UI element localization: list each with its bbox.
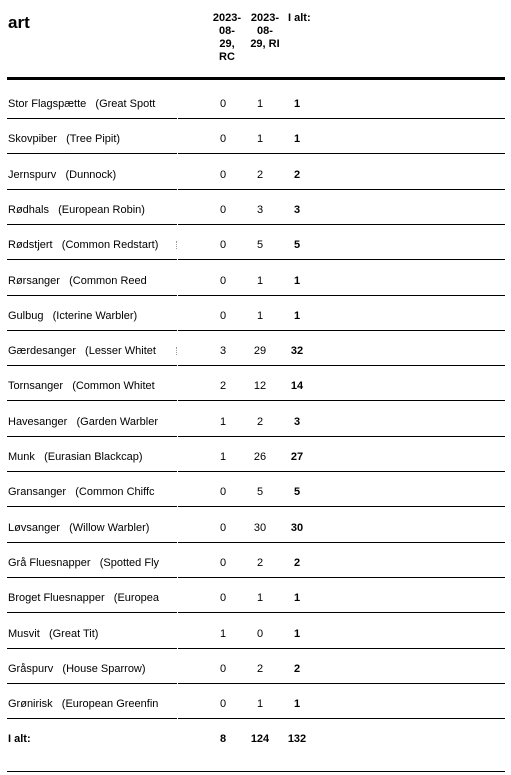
count-ri: 2 <box>256 415 264 428</box>
count-ri: 1 <box>256 698 264 711</box>
species-name: Skovpiber (Tree Pipit) <box>8 133 121 146</box>
species-name: Gråspurv (House Sparrow) <box>8 662 146 675</box>
table-row <box>0 578 511 613</box>
header-line: 29, RI <box>250 38 280 50</box>
totals-grand: 132 <box>287 733 307 745</box>
count-ri: 1 <box>256 274 264 287</box>
count-rc: 1 <box>219 627 227 640</box>
species-name: Rørsanger (Common Reed <box>8 274 147 287</box>
header-divider <box>7 77 505 80</box>
species-name: Tornsanger (Common Whitet <box>8 380 155 393</box>
header-line: 08- <box>257 25 273 37</box>
count-rc: 0 <box>219 309 227 322</box>
species-name: Jernspurv (Dunnock) <box>8 168 117 181</box>
count-rc: 0 <box>219 98 227 110</box>
count-total: 32 <box>290 345 304 358</box>
species-name: Broget Fluesnapper (Europea <box>8 592 160 605</box>
species-name: Stor Flagspætte (Great Spott <box>8 98 156 110</box>
count-rc: 0 <box>219 592 227 605</box>
table-row <box>0 684 511 719</box>
count-rc: 3 <box>219 345 227 358</box>
count-total: 2 <box>293 556 301 569</box>
truncation-marker <box>176 347 179 355</box>
count-rc: 0 <box>219 486 227 499</box>
count-rc: 0 <box>219 556 227 569</box>
count-total: 1 <box>293 592 301 605</box>
totals-label: I alt: <box>8 733 31 745</box>
table-row <box>0 614 511 649</box>
totals-rc: 8 <box>219 733 227 745</box>
count-rc: 1 <box>219 415 227 428</box>
table-row <box>0 119 511 154</box>
count-rc: 0 <box>219 521 227 534</box>
count-rc: 0 <box>219 168 227 181</box>
count-ri: 26 <box>253 451 267 463</box>
count-ri: 1 <box>256 133 264 146</box>
column-header-total: I alt: <box>288 12 311 24</box>
table-row <box>0 331 511 366</box>
count-total: 5 <box>293 239 301 252</box>
count-total: 2 <box>293 168 301 181</box>
count-ri: 1 <box>256 98 264 110</box>
count-total: 3 <box>293 415 301 428</box>
species-name: Gulbug (Icterine Warbler) <box>8 309 138 322</box>
species-name: Grå Fluesnapper (Spotted Fly <box>8 556 160 569</box>
count-rc: 2 <box>219 380 227 393</box>
table-row <box>0 649 511 684</box>
count-ri: 2 <box>256 662 264 675</box>
page-title: art <box>8 13 30 32</box>
count-ri: 12 <box>253 380 267 393</box>
count-total: 30 <box>290 521 304 534</box>
table-row <box>0 190 511 225</box>
count-ri: 1 <box>256 592 264 605</box>
species-name: Rødhals (European Robin) <box>8 203 145 216</box>
count-total: 5 <box>293 486 301 499</box>
species-name: Rødstjert (Common Redstart) <box>8 239 159 252</box>
count-total: 1 <box>293 309 301 322</box>
count-rc: 0 <box>219 239 227 252</box>
species-name: Musvit (Great Tit) <box>8 627 99 640</box>
count-ri: 0 <box>256 627 264 640</box>
species-name: Løvsanger (Willow Warbler) <box>8 521 150 534</box>
count-total: 14 <box>290 380 304 393</box>
row-divider <box>7 771 505 772</box>
table-row <box>0 84 511 119</box>
species-name: Grønirisk (European Greenfin <box>8 698 159 711</box>
header-line: 29, <box>219 38 235 50</box>
count-ri: 2 <box>256 168 264 181</box>
count-total: 2 <box>293 662 301 675</box>
table-row <box>0 508 511 543</box>
count-total: 1 <box>293 627 301 640</box>
count-ri: 5 <box>256 239 264 252</box>
count-total: 27 <box>290 451 304 463</box>
totals-ri: 124 <box>250 733 270 745</box>
table-row <box>0 402 511 437</box>
count-total: 1 <box>293 698 301 711</box>
count-ri: 5 <box>256 486 264 499</box>
count-total: 1 <box>293 274 301 287</box>
count-total: 3 <box>293 203 301 216</box>
species-name: Munk (Eurasian Blackcap) <box>8 451 143 463</box>
count-rc: 0 <box>219 662 227 675</box>
count-ri: 30 <box>253 521 267 534</box>
table-row <box>0 472 511 507</box>
count-ri: 29 <box>253 345 267 358</box>
count-rc: 0 <box>219 274 227 287</box>
count-rc: 0 <box>219 698 227 711</box>
species-name: Gærdesanger (Lesser Whitet <box>8 345 156 358</box>
count-rc: 0 <box>219 203 227 216</box>
table-row <box>0 296 511 331</box>
column-header-ri <box>246 12 284 51</box>
table-row <box>0 366 511 401</box>
count-ri: 2 <box>256 556 264 569</box>
totals-row <box>0 718 511 773</box>
count-ri: 3 <box>256 203 264 216</box>
count-total: 1 <box>293 133 301 146</box>
header-line: 08- <box>219 25 235 37</box>
count-total: 1 <box>293 98 301 110</box>
count-ri: 1 <box>256 309 264 322</box>
table-row <box>0 225 511 260</box>
header-line: 2023- <box>250 12 280 24</box>
truncation-marker <box>176 241 179 249</box>
count-rc: 1 <box>219 451 227 463</box>
table-row <box>0 261 511 296</box>
table-row <box>0 437 511 472</box>
column-header-rc <box>208 12 246 64</box>
species-name: Havesanger (Garden Warbler <box>8 415 158 428</box>
table-row <box>0 155 511 190</box>
header-line: 2023- <box>212 12 242 24</box>
table-row <box>0 543 511 578</box>
count-rc: 0 <box>219 133 227 146</box>
species-name: Gransanger (Common Chiffc <box>8 486 155 499</box>
header-line: RC <box>219 51 235 63</box>
